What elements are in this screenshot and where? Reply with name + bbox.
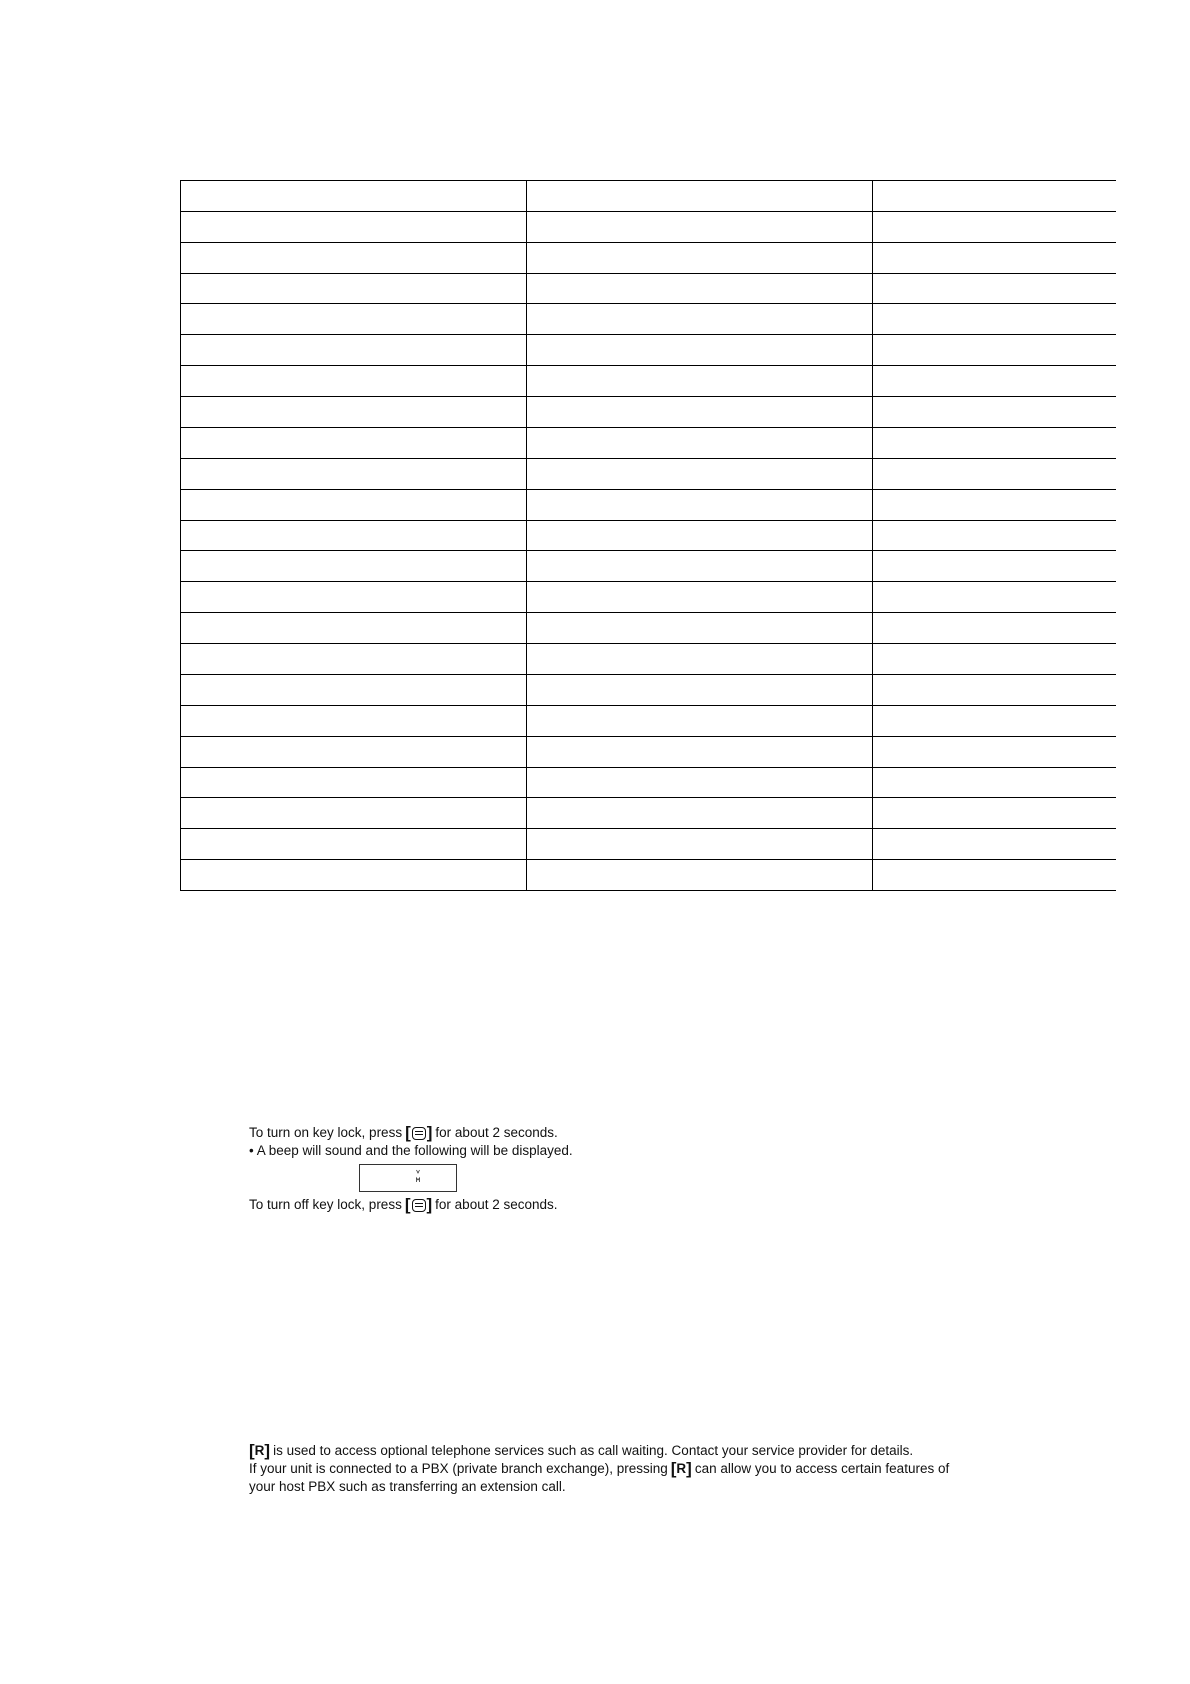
menu-key: [ ] xyxy=(404,1195,433,1214)
key-lock-bullet xyxy=(249,1142,573,1160)
table-row-rule xyxy=(180,767,1116,768)
table-row-rule xyxy=(180,427,1116,428)
table-row-rule xyxy=(180,365,1116,366)
table-row-rule xyxy=(180,612,1116,613)
r-key: [ R ] xyxy=(670,1459,692,1478)
r-key-line-2-tail: can allow you to access certain features of xyxy=(694,1461,950,1476)
key-lock-bullet-text: • A beep will sound and the following will be displayed. xyxy=(249,1143,573,1158)
table-row-rule xyxy=(180,458,1116,459)
table-row-rule xyxy=(180,797,1116,798)
table-column-rule xyxy=(872,180,873,890)
r-key-line-3-text: your host PBX such as transferring an extension call. xyxy=(249,1479,566,1494)
table-row-rule xyxy=(180,489,1116,490)
r-key-line-2-text: If your unit is connected to a PBX (private branch exchange), pressing xyxy=(249,1461,668,1476)
table-row-rule xyxy=(180,520,1116,521)
key-lock-off-line xyxy=(249,1196,573,1214)
r-key-line-2 xyxy=(249,1460,1029,1478)
table-row-rule xyxy=(180,828,1116,829)
key-lock-on-duration: for about 2 seconds. xyxy=(435,1125,558,1140)
table-row-rule xyxy=(180,211,1116,212)
lock-icon xyxy=(416,1169,420,1183)
table-row-rule xyxy=(180,334,1116,335)
r-key: [ R ] xyxy=(249,1441,271,1460)
r-key-line-1-text: is used to access optional telephone services such as call waiting. Contact your service provider for details. xyxy=(273,1443,914,1458)
table-row-rule xyxy=(180,180,1116,181)
menu-key-icon xyxy=(412,1199,426,1212)
table-row-rule xyxy=(180,396,1116,397)
empty-table xyxy=(180,180,1116,890)
r-key-line-3 xyxy=(249,1478,1029,1496)
key-lock-on-line xyxy=(249,1124,573,1142)
table-column-rule xyxy=(180,180,181,890)
table-row-rule xyxy=(180,643,1116,644)
table-row-rule xyxy=(180,273,1116,274)
table-row-rule xyxy=(180,705,1116,706)
table-row-rule xyxy=(180,581,1116,582)
lcd-display xyxy=(359,1164,457,1192)
menu-key: [ ] xyxy=(405,1123,433,1142)
key-lock-section xyxy=(249,1124,573,1214)
table-row-rule xyxy=(180,674,1116,675)
table-row-rule xyxy=(180,736,1116,737)
key-lock-off-text: To turn off key lock, press xyxy=(249,1197,402,1212)
table-column-rule xyxy=(526,180,527,890)
table-row-rule xyxy=(180,550,1116,551)
key-lock-on-text: To turn on key lock, press xyxy=(249,1125,403,1140)
menu-key-icon xyxy=(412,1127,426,1140)
r-key-line-1 xyxy=(249,1442,1029,1460)
r-key-section xyxy=(249,1442,1029,1496)
key-lock-off-duration: for about 2 seconds. xyxy=(435,1197,558,1212)
table-row-rule xyxy=(180,859,1116,860)
table-row-rule xyxy=(180,303,1116,304)
table-row-rule xyxy=(180,890,1116,891)
table-row-rule xyxy=(180,242,1116,243)
